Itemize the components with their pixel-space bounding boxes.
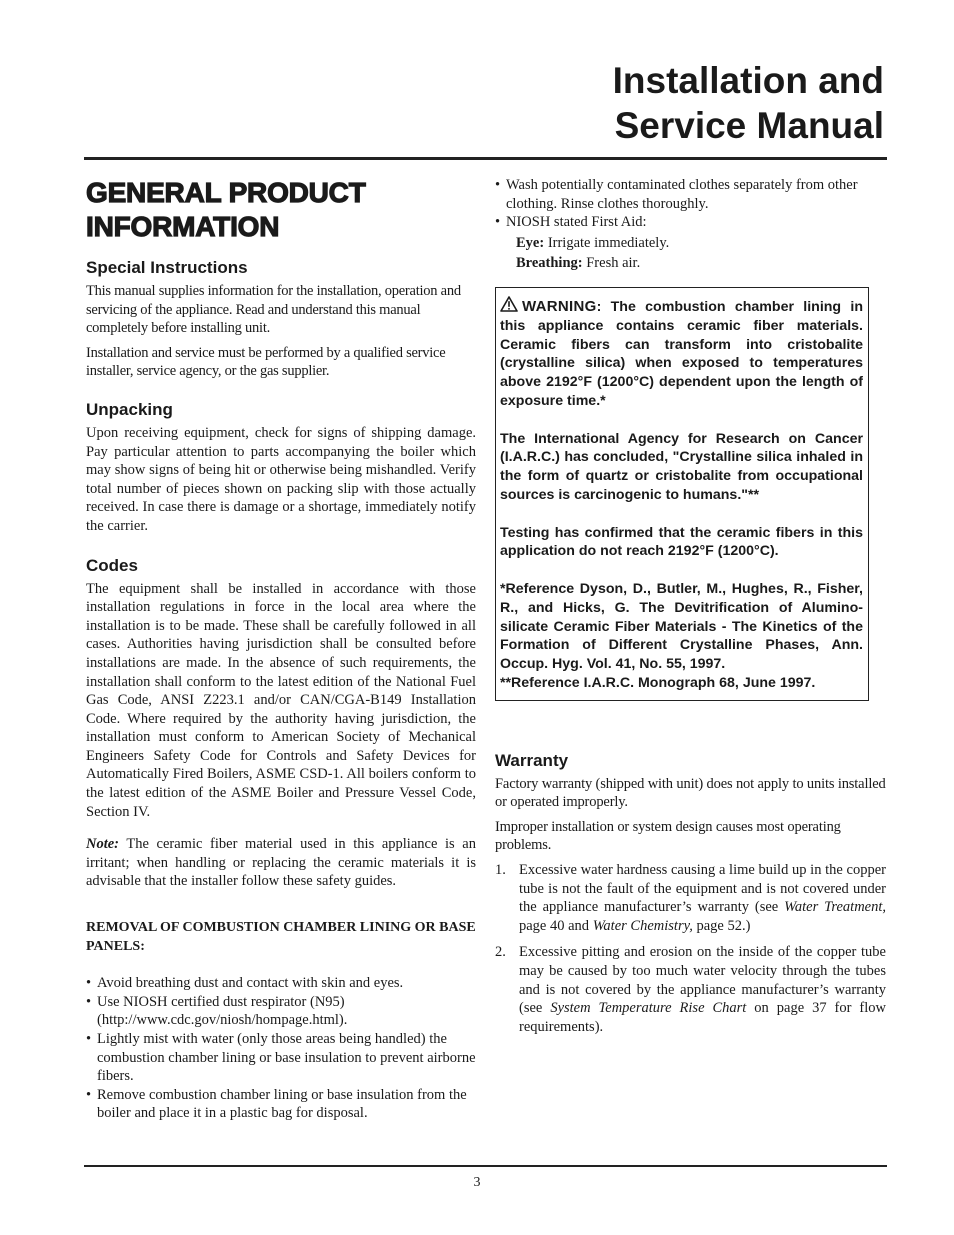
unpacking-heading: Unpacking	[86, 399, 173, 419]
breathing-text: Fresh air.	[582, 255, 641, 272]
ref-water-chemistry: Water Chemistry,	[592, 917, 693, 934]
removal-item: • Use NIOSH certified dust respirator (N95) (http://www.cdc.gov/niosh/hompage.html).	[86, 993, 476, 1030]
special-instructions-p1: This manual supplies information for the installation, operation and servicing of the appliance. Read and understand this manual completely before installing unit.	[86, 283, 461, 337]
left-column	[86, 170, 476, 1123]
note-label: Note:	[86, 836, 120, 853]
top-rule	[84, 157, 887, 160]
eye-label: Eye:	[516, 234, 545, 251]
warning-text-1: The combustion chamber lining in this appliance contains ceramic fiber materials. Ceramic fibers can transform into cristobalite (crystalline silica) when exposed to temperatures above 2192°F (1200°C) dependent upon the length of exposure time.*	[500, 298, 863, 409]
warranty-heading: Warranty	[495, 750, 569, 770]
warning-label: WARNING	[522, 297, 597, 315]
removal-list	[86, 974, 476, 1123]
section-title-line-2: INFORMATION	[86, 211, 280, 242]
warning-p2: The International Agency for Research on Cancer (I.A.R.C.) has concluded, "Crystalline silica inhaled in the form of quartz or cristobalite from occupational sources is carcinogenic to humans."**	[500, 430, 863, 503]
warning-colon: :	[596, 298, 602, 315]
item-text: page 40 and	[519, 917, 593, 934]
warning-p1	[500, 296, 863, 411]
item-number: 1.	[495, 862, 506, 879]
safety-list	[495, 176, 886, 232]
item-number: 2.	[495, 944, 506, 961]
warranty-p1: Factory warranty (shipped with unit) does not apply to units installed or operated improperly.	[495, 775, 886, 811]
warranty-p2: Improper installation or system design causes most operating problems.	[495, 818, 841, 854]
warning-triangle-icon	[500, 296, 518, 312]
item-text: Excessive water hardness causing a lime build up in the copper tube is not the fault of the equipment and is not covered under the appliance manufacturer’s warranty (see	[519, 862, 886, 916]
warranty-list	[495, 861, 886, 1036]
removal-item: • Lightly mist with water (only those areas being handled) the combustion chamber lining or base insulation to prevent airborne fibers.	[86, 1030, 476, 1086]
bottom-rule	[84, 1165, 887, 1167]
special-instructions-heading: Special Instructions	[86, 258, 248, 277]
codes-text: The equipment shall be installed in accordance with those installation regulations in force in the local area where the installation is to be made. These shall be carefully followed in all cases. Authorities having jurisdiction shall be consulted before installations are made. In the absence of such requirements, the installation shall conform to the latest edition of the National Fuel Gas Code, ANSI Z223.1 and/or CAN/CGA-B149 Installation Code. Where required by the authority having jurisdiction, the installation must conform to American Society of Mechanical Engineers Safety Code for Controls and Safety Devices for Automatically Fired Boilers, ASME CSD-1. All boilers conform to the latest edition of the ASME Boiler and Pressure Vessel Code, Section IV.	[86, 580, 476, 820]
page-number: 3	[473, 1175, 481, 1190]
unpacking-text: Upon receiving equipment, check for signs of shipping damage. Pay particular attention to parts accompanying the boiler which may show signs of being hit or otherwise being mishandled. Verify total number of pieces shown on packing slip with those actually received. In case there is damage or a shortage, immediately notify the carrier.	[86, 424, 476, 534]
ref-temperature-rise-chart: System Temperature Rise Chart	[550, 1000, 747, 1017]
warning-p4: *Reference Dyson, D., Butler, M., Hughes, R., Fisher, R., and Hicks, G. The Devitrification of Alumino-silicate Ceramic Fiber Materials - The Kinetics of the Formation of Different Crystalline Phases, Ann. Occup. Hyg. Vol. 41, No. 55, 1997.	[500, 580, 863, 673]
item-text: on page 37 for flow requirements).	[519, 1000, 887, 1035]
warranty-item-2	[495, 943, 886, 1036]
warning-box	[495, 287, 869, 701]
section-title-line-1: GENERAL PRODUCT	[86, 177, 366, 208]
warning-p5: **Reference I.A.R.C. Monograph 68, June 1997.	[500, 674, 816, 691]
section-title	[86, 176, 476, 244]
item-text: Excessive pitting and erosion on the inside of the copper tube may be caused by too much water velocity through the tubes and is not covered by the appliance manufacturer’s warranty (see	[519, 944, 886, 1017]
codes-heading: Codes	[86, 555, 138, 575]
right-column	[495, 176, 886, 1042]
codes-note	[86, 835, 476, 891]
document-title	[284, 58, 884, 148]
safety-item: • Wash potentially contaminated clothes separately from other clothing. Rinse clothes thoroughly.	[495, 176, 886, 213]
title-line-1: Installation and	[612, 60, 884, 101]
safety-item: • NIOSH stated First Aid:	[495, 213, 886, 232]
removal-item: • Avoid breathing dust and contact with skin and eyes.	[86, 974, 476, 993]
item-text: page 52.)	[692, 917, 751, 934]
breathing-label: Breathing:	[516, 255, 583, 272]
eye-text: Irrigate immediately.	[544, 234, 670, 251]
first-aid-eye	[495, 234, 886, 253]
ref-water-treatment: Water Treatment,	[784, 899, 887, 916]
removal-heading: REMOVAL OF COMBUSTION CHAMBER LINING OR BASE PANELS:	[86, 920, 476, 954]
title-line-2: Service Manual	[614, 105, 884, 146]
removal-item: • Remove combustion chamber lining or base insulation from the boiler and place it in a plastic bag for disposal.	[86, 1086, 476, 1123]
note-text: The ceramic fiber material used in this appliance is an irritant; when handling or replacing the ceramic materials it is advisable that the installer follow these safety guides.	[86, 836, 476, 890]
warranty-item-1	[495, 861, 886, 935]
warning-p3: Testing has confirmed that the ceramic fibers in this application do not reach 2192°F (1200°C).	[500, 524, 863, 560]
first-aid-breathing	[495, 254, 886, 273]
special-instructions-p2: Installation and service must be performed by a qualified service installer, service agency, or the gas supplier.	[86, 344, 446, 380]
